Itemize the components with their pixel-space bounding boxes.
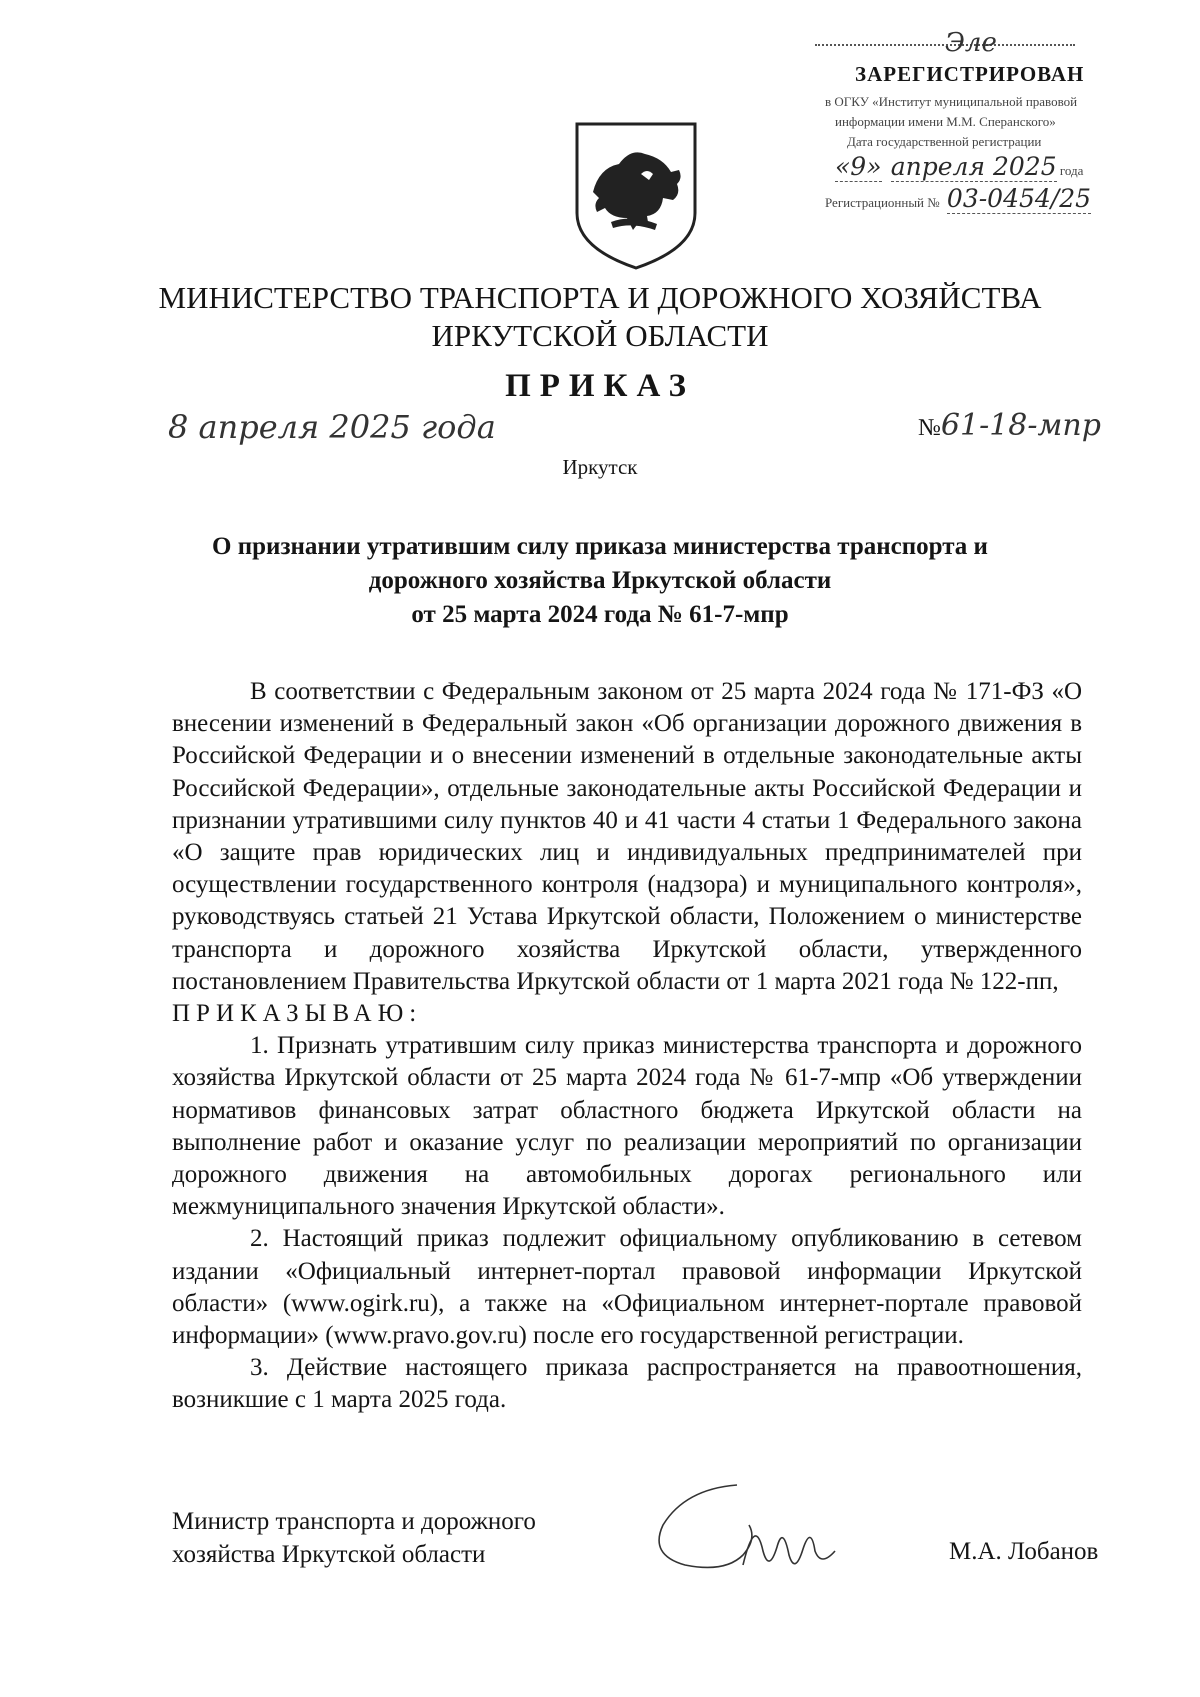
stamp-title: ЗАРЕГИСТРИРОВАН (855, 62, 1085, 86)
registration-stamp (805, 28, 1165, 233)
preamble-paragraph: В соответствии с Федеральным законом от 25 марта 2024 года № 171-ФЗ «О внесении изменений в Федеральный закон «Об организации дорожного движения в Российской Федерации и о внесении изменений в отдельные законодательные акты Российской Федерации», отдельные законодательные акты Российской Федерации и признании утратившими силу пунктов 40 и 41 части 4 статьи 1 Федерального закона «О защите прав юридических лиц и индивидуальных предпринимателей при осуществлении государственного контроля (надзора) и муниципального контроля», руководствуясь статьей 21 Устава Иркутской области, Положением о министерстве транспорта и дорожного хозяйства Иркутской области, утвержденного постановлением Правительства Иркутской области от 1 марта 2021 года № 122-пп, (172, 678, 1082, 995)
stamp-signature: Эле (945, 28, 997, 58)
handwritten-signature (645, 1455, 945, 1595)
document-title-line-1: О признании утратившим силу приказа министерства транспорта и (212, 533, 988, 560)
order-item-1: 1. Признать утратившим силу приказ министерства транспорта и дорожного хозяйства Иркутской области от 25 марта 2024 года № 61-7-мпр «Об утверждении нормативов финансовых затрат областного бюджета Иркутской области на выполнение работ и оказание услуг по реализации мероприятий по организации дорожного движения на автомобильных дорогах регионального или межмуниципального значения Иркутской области». (172, 1032, 1082, 1221)
signatory-name: М.А. Лобанов (949, 1538, 1099, 1565)
stamp-line-1: в ОГКУ «Институт муниципальной правовой (825, 94, 1078, 109)
document-type: ПРИКАЗ (505, 368, 695, 404)
signatory-position (172, 1505, 536, 1571)
ministry-name-line-2: ИРКУТСКОЙ ОБЛАСТИ (431, 318, 769, 353)
signatory-position-line-1: Министр транспорта и дорожного (172, 1508, 536, 1535)
document-title-line-3: от 25 марта 2024 года № 61-7-мпр (411, 601, 789, 628)
order-number (918, 408, 1101, 443)
order-number-value: 61-18-мпр (940, 408, 1101, 443)
stamp-reg-label: Регистрационный № (825, 195, 940, 210)
order-word: ПРИКАЗЫВАЮ: (172, 1000, 423, 1028)
stamp-registration-date (835, 152, 1083, 182)
stamp-registration-number (825, 184, 1091, 214)
stamp-reg-number: 03-0454/25 (946, 184, 1092, 213)
document-title (0, 530, 1200, 632)
stamp-line-3: Дата государственной регистрации (847, 134, 1042, 149)
stamp-year-suffix: года (1059, 163, 1084, 178)
stamp-date-month-year: апреля 2025 (890, 152, 1057, 181)
order-date: 8 апреля 2025 года (168, 408, 496, 446)
ministry-name-line-1: МИНИСТЕРСТВО ТРАНСПОРТА И ДОРОЖНОГО ХОЗЯЙСТВА (158, 280, 1042, 315)
order-number-prefix: № (918, 415, 941, 441)
document-title-line-2: дорожного хозяйства Иркутской области (368, 567, 832, 594)
stamp-date-day: «9» (835, 152, 882, 181)
city: Иркутск (562, 455, 638, 479)
signatory-position-line-2: хозяйства Иркутской области (172, 1541, 486, 1568)
coat-of-arms-icon (571, 118, 701, 273)
stamp-line-2: информации имени М.М. Сперанского» (835, 114, 1056, 129)
document-body (172, 676, 1082, 1417)
order-item-3: 3. Действие настоящего приказа распространяется на правоотношения, возникшие с 1 марта 2025 года. (172, 1354, 1082, 1414)
order-item-2: 2. Настоящий приказ подлежит официальному опубликованию в сетевом издании «Официальный интернет-портал правовой информации Иркутской области» (www.ogirk.ru), а также на «Официальном интернет-портале правовой информации» (www.pravo.gov.ru) после его государственной регистрации. (172, 1225, 1082, 1350)
